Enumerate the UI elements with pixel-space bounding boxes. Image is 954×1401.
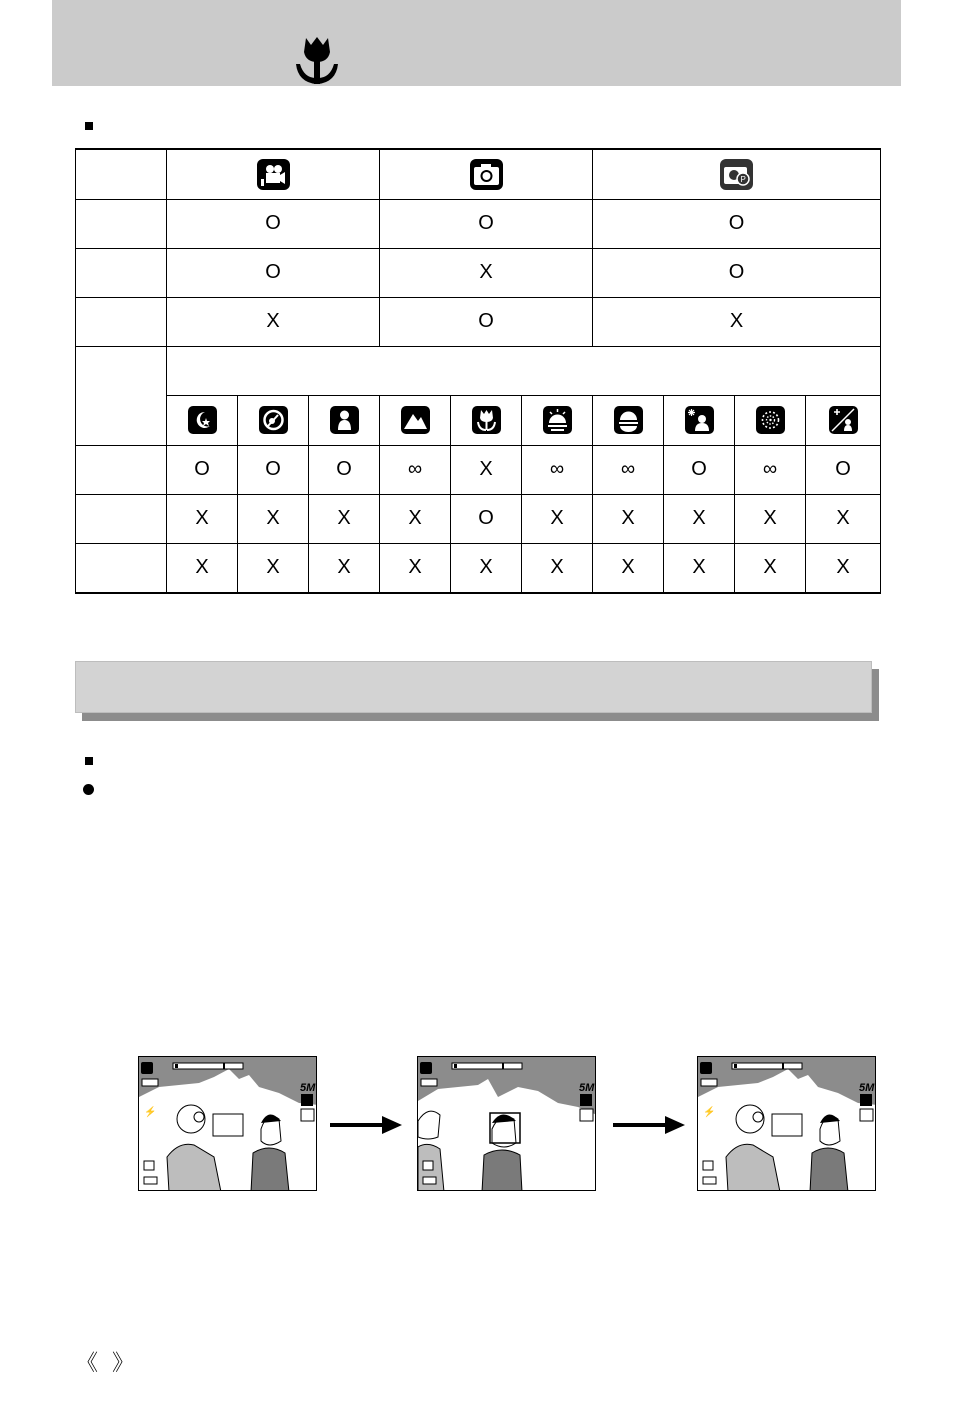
row-label <box>76 346 167 445</box>
cell: X <box>238 543 309 593</box>
scene-cell <box>451 395 522 445</box>
cell: X <box>806 494 881 543</box>
camera-icon <box>470 159 503 190</box>
resolution-badge: 5M <box>579 1082 595 1094</box>
cell: O <box>167 199 380 248</box>
cell: X <box>735 494 806 543</box>
cell: X <box>167 494 238 543</box>
scene-cell <box>664 395 735 445</box>
row-label <box>76 543 167 593</box>
scene-cell <box>593 395 664 445</box>
scene-cell <box>522 395 593 445</box>
dawn-icon <box>614 406 643 434</box>
cell: O <box>806 445 881 494</box>
cell: X <box>593 494 664 543</box>
next-page-mark[interactable]: 》 <box>112 1350 135 1375</box>
scene-cell <box>380 395 451 445</box>
sunset-icon <box>543 406 572 434</box>
scene-cell <box>309 395 380 445</box>
cell: O <box>309 445 380 494</box>
arrow-right-icon <box>613 1114 685 1136</box>
program-camera-icon <box>720 159 753 190</box>
focus-mode-table <box>75 148 881 594</box>
macro-icon <box>292 34 342 86</box>
row-label <box>76 445 167 494</box>
row-label <box>76 494 167 543</box>
cell: O <box>380 297 593 346</box>
scene-cell <box>167 395 238 445</box>
fireworks-icon <box>756 406 785 434</box>
cell: O <box>451 494 522 543</box>
section-bar <box>75 661 872 713</box>
lcd-screen-after <box>697 1056 876 1191</box>
cell: X <box>522 543 593 593</box>
list-dot-bullet <box>83 784 94 795</box>
cell: O <box>238 445 309 494</box>
prev-page-mark[interactable]: 《 <box>76 1350 99 1375</box>
row-label <box>76 149 167 199</box>
scene-mode-header <box>167 346 881 395</box>
scene-cell <box>806 395 881 445</box>
lcd-screen-during <box>417 1056 596 1191</box>
resolution-badge: 5M <box>859 1082 875 1094</box>
backlight-icon <box>685 406 714 434</box>
cell: O <box>593 248 881 297</box>
cell: X <box>451 445 522 494</box>
cell: O <box>167 248 380 297</box>
cell: ∞ <box>380 445 451 494</box>
cell: X <box>309 494 380 543</box>
cell: O <box>167 445 238 494</box>
svg-text:P: P <box>740 174 746 184</box>
arrow-right-icon <box>330 1114 402 1136</box>
cell: X <box>593 543 664 593</box>
cell: X <box>380 494 451 543</box>
portrait-icon <box>259 406 288 434</box>
cell: X <box>664 543 735 593</box>
cell: X <box>664 494 735 543</box>
cell: ∞ <box>593 445 664 494</box>
cell: X <box>806 543 881 593</box>
header-bar <box>52 0 901 86</box>
night-icon <box>188 406 217 434</box>
lcd-screen-before <box>138 1056 317 1191</box>
header-cell <box>380 149 593 199</box>
cell: X <box>167 297 380 346</box>
children-icon <box>330 406 359 434</box>
header-cell <box>167 149 380 199</box>
scene-cell <box>735 395 806 445</box>
row-label <box>76 199 167 248</box>
cell: X <box>309 543 380 593</box>
cell: X <box>593 297 881 346</box>
cell: X <box>451 543 522 593</box>
svg-text:⚡: ⚡ <box>144 1107 157 1118</box>
scene-cell <box>238 395 309 445</box>
row-label <box>76 297 167 346</box>
cell: X <box>735 543 806 593</box>
close-up-icon <box>472 406 501 434</box>
movie-clip-icon <box>257 159 290 190</box>
list-bullet <box>85 122 93 130</box>
cell: O <box>593 199 881 248</box>
cell: X <box>167 543 238 593</box>
cell: X <box>238 494 309 543</box>
resolution-badge: 5M <box>300 1082 316 1094</box>
cell: O <box>380 199 593 248</box>
list-bullet <box>85 757 93 765</box>
cell: X <box>380 543 451 593</box>
cell: ∞ <box>735 445 806 494</box>
svg-text:⚡: ⚡ <box>703 1107 716 1118</box>
header-cell <box>593 149 881 199</box>
cell: X <box>380 248 593 297</box>
beach-snow-icon <box>829 406 858 434</box>
cell: O <box>664 445 735 494</box>
cell: X <box>522 494 593 543</box>
row-label <box>76 248 167 297</box>
landscape-icon <box>401 406 430 434</box>
cell: ∞ <box>522 445 593 494</box>
